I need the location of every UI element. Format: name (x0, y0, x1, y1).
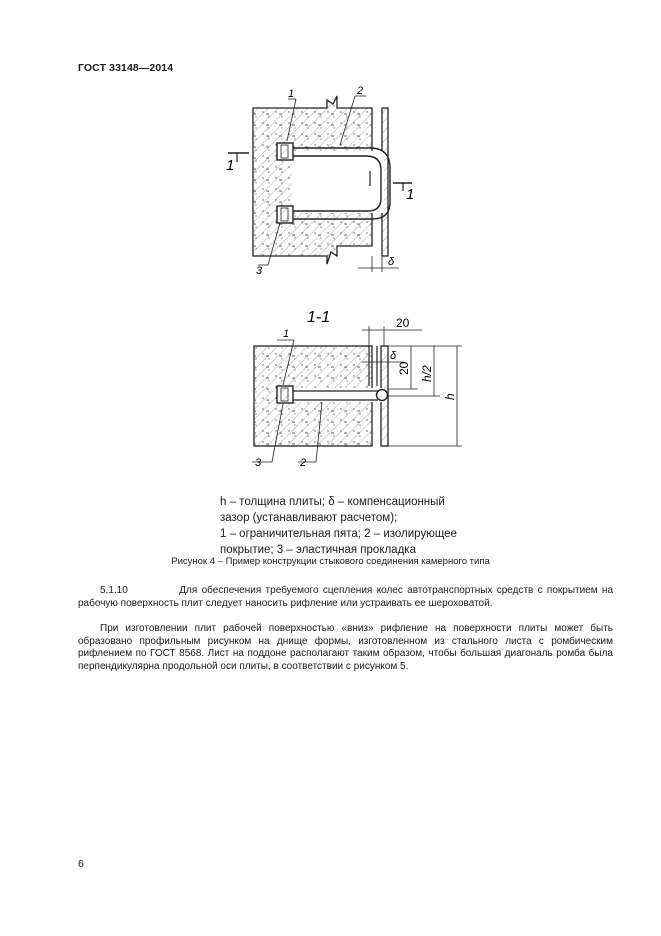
top-callout-2: 2 (357, 85, 364, 97)
clause-number: 5.1.10 (100, 585, 128, 596)
page-number: 6 (78, 858, 84, 870)
top-gap-symbol: δ (388, 256, 395, 268)
section-gap-symbol: δ (390, 350, 397, 362)
section-callout-1: 1 (283, 328, 290, 340)
paragraph-text: При изготовлении плит рабочей поверхностью «вниз» рифление на поверхности плиты может быть образовано профильным рисунком на днище формы, изготовленном из стального листа с ромбическим рифлением по ГОСТ 8568. Лист на поддоне располагают таким образом, чтобы большая диагональ ромба была перпендикулярна продольной оси плиты, в соответствии с рисунком 5. (78, 623, 613, 672)
section-mark-right: 1 (406, 186, 415, 203)
paragraph-text: Для обеспечения требуемого сцепления колес автотранспортных средств с покрытием на рабочую поверхность плит следует наносить рифление или устраивать ее шероховатой. (78, 585, 614, 609)
dim-vert-20: 20 (397, 361, 411, 375)
legend-line: покрытие; 3 – эластичная прокладка (220, 544, 416, 556)
dim-half-h: h/2 (420, 365, 434, 382)
section-view (252, 309, 462, 469)
dim-top-20: 20 (396, 316, 410, 330)
legend-line: 1 – ограничительная пята; 2 – изолирующее (220, 528, 457, 540)
section-callout-2: 2 (300, 457, 307, 469)
section-mark-left: 1 (226, 157, 235, 174)
section-callout-3: 3 (255, 457, 262, 469)
legend-line: зазор (устанавливают расчетом); (220, 512, 398, 524)
paragraph-2 (78, 623, 613, 673)
document-header: ГОСТ 33148—2014 (78, 62, 174, 74)
legend-line: h – толщина плиты; δ – компенсационный (220, 496, 445, 508)
top-callout-3: 3 (256, 265, 263, 277)
top-view (226, 85, 414, 277)
top-callout-1: 1 (288, 88, 295, 100)
paragraph-5-1-10 (78, 585, 613, 610)
figure-caption: Рисунок 4 – Пример конструкции стыкового соединения камерного типа (171, 556, 490, 567)
dim-h: h (443, 393, 457, 400)
bar-cross-section (377, 390, 388, 401)
figure-legend (220, 494, 500, 558)
section-title: 1-1 (307, 309, 331, 326)
